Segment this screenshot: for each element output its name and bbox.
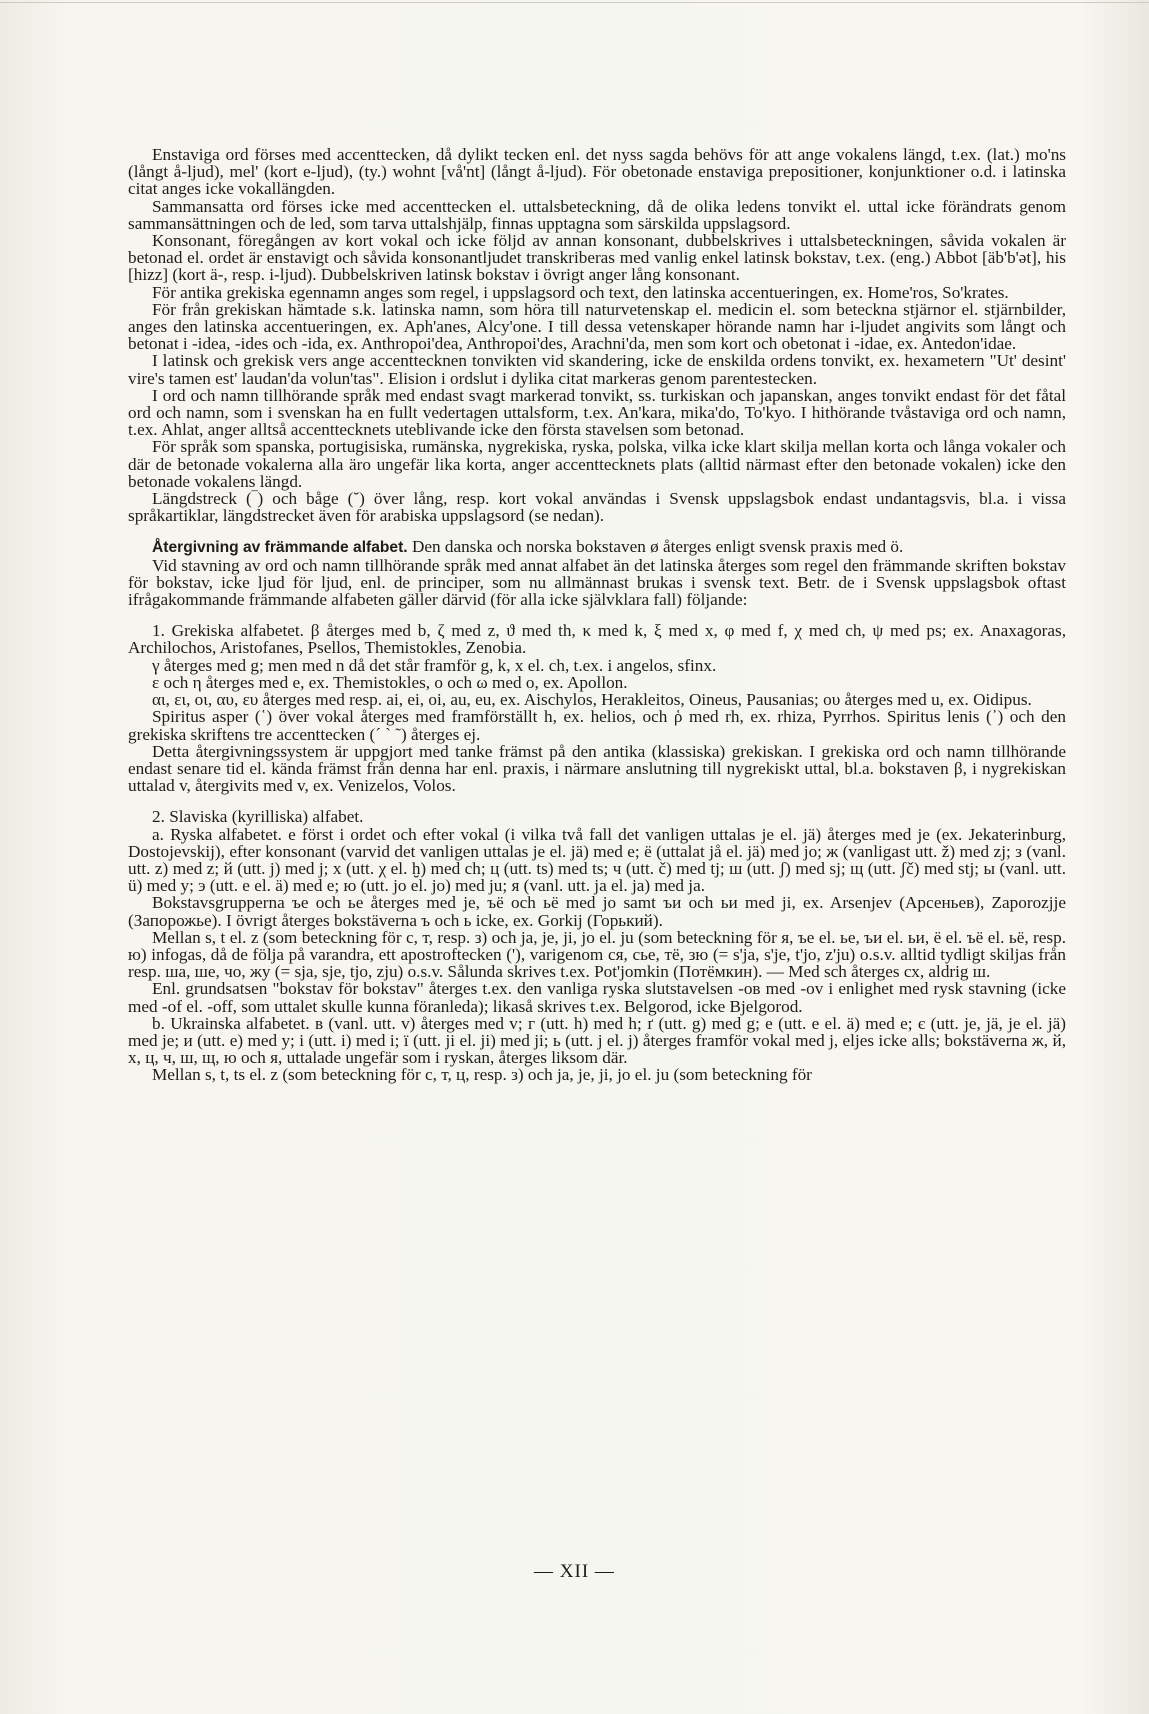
paragraph: ε och η återges med e, ex. Themistokles, ο och ω med o, ex. Apollon. (152, 672, 628, 692)
section-heading: Återgivning av främmande alfabet. (152, 539, 408, 557)
paragraph-text: Den danska och norska bokstaven ø återges enligt svensk praxis med ö. (411, 537, 904, 557)
paragraph: Spiritus asper (῾) över vokal återges med framförställt h, ex. helios, och ῥ med rh, ex. rhiza, Pyrrhos. Spiritus lenis (᾿) och den grekiska skriftens tre accenttecken (´ ` ˜) återges ej. (128, 707, 1066, 744)
paragraph: För från grekiskan hämtade s.k. latinska namn, som höra till naturvetenskap el. medicin el. som beteckna stjärnor el. stjärnbilder, anges den latinska accentueringen, ex. Aph'anes, Alcy'one. I till dessa vetenskaper hörande namn har i-ljudet angivits som långt och betonat i -idea, -ides och -ida, ex. Anthropoi'dea, Anthropoi'des, Arachni'da, men som kort och obetonat i -idae, ex. Antedon'idae. (128, 299, 1066, 354)
paragraph: Bokstavsgrupperna ъе och ье återges med je, ъё och ьё med jo samt ъи och ьи med ji, ex. Arsenjev (Арсеньев), Zaporozjje (Запорожье). I övrigt återges bokstäverna ъ och ь icke, ex. Gorkij (Горький). (128, 893, 1066, 930)
paragraph: a. Ryska alfabetet. е först i ordet och efter vokal (i vilka två fall det vanligen uttalas je el. jä) återges med je (ex. Jekaterinburg, Dostojevskij), efter konsonant (varvid det vanligen uttalas je el. jä) med e; ё (uttalat jå el. jä) med jo; ж (vanligast utt. ž) med zj; з (vanl. utt. z) med z; й (utt. j) med j; х (utt. χ el. ḫ) med ch; ц (utt. ts) med ts; ч (utt. č) med tj; ш (utt. ʃ) med sj; щ (utt. ʃč) med stj; ы (vanl. utt. ü) med y; э (utt. e el. ä) med e; ю (utt. jo el. jo) med ju; я (vanl. utt. ja el. ja) med ja. (128, 824, 1066, 896)
paragraph: Detta återgivningssystem är uppgjort med tanke främst på den antika (klassiska) grekiskan. I grekiska ord och namn tillhörande endast senare tid el. kända främst från denna har enl. praxis, i närmare anslutning till nygrekiskt uttal, bl.a. bokstaven β, i nygrekiskan uttalad v, återgivits med v, ex. Venizelos, Volos. (128, 741, 1066, 796)
page-top-rule (0, 2, 1149, 3)
body-text-column (128, 146, 1066, 1084)
paragraph: Mellan s, t el. z (som beteckning för с, т, resp. з) och ja, je, ji, jo el. ju (som beteckning för я, ъе el. ье, ъи el. ьи, ё el. ъё el. ьё, resp. ю) infogas, då de följa på varandra, ett apostroftecken ('), varigenom ся, сье, тё, зю (= s'ja, s'je, t'jo, z'ju) o.s.v. alltid tydligt skiljas från resp. ша, ше, чо, жу (= sja, sje, tjo, zju) o.s.v. Sålunda skrives t.ex. Pot'jomkin (Потёмкин). — Med sch återges сх, aldrig ш. (128, 927, 1066, 982)
paragraph: Längdstreck (‾) och båge (˘) över lång, resp. kort vokal användas i Svensk uppslagsbok endast undantagsvis, bl.a. i vissa språkartiklar, längdstrecket även för arabiska uppslagsord (se nedan). (128, 489, 1066, 526)
paragraph: Konsonant, föregången av kort vokal och icke följd av annan konsonant, dubbelskrives i uttalsbeteckningen, såvida vokalen är betonad el. ordet är enstavigt och såvida konsonantljudet transkriberas med vanlig enkel latinsk bokstav, t.ex. (eng.) Abbot [äb'b'ət], his [hizz] (kort ä-, resp. i-ljud). Dubbelskriven latinsk bokstav i övrigt anger lång konsonant. (128, 231, 1066, 285)
paragraph: Vid stavning av ord och namn tillhörande språk med annat alfabet än det latinska återges som regel den främmande skriften bokstav för bokstav, icke ljud för ljud, enl. de principer, som nu allmännast brukas i svensk text. Betr. de i Svensk uppslagsbok oftast ifrågakommande främmande alfabeten gäller därvid (för alla icke självklara fall) följande: (128, 555, 1066, 610)
paragraph: Enstaviga ord förses med accenttecken, då dylikt tecken enl. det nyss sagda behövs för att ange vokalens längd, t.ex. (lat.) mo'ns (långt å-ljud), mel' (kort e-ljud), (ty.) wohnt [vå'nt] (långt å-ljud). För obetonade enstaviga prepositioner, konjunktioner o.d. i latinska citat anges icke vokallängden. (128, 145, 1066, 199)
paragraph (128, 538, 1066, 556)
paragraph: Enl. grundsatsen "bokstav för bokstav" återges t.ex. den vanliga ryska slutstavelsen -ов med -ov i enlighet med rysk stavning (icke med -of el. -off, som uttalet skulle kunna föranleda); likaså skrives t.ex. Belgorod, icke Bjelgorod. (128, 979, 1066, 1016)
paragraph: b. Ukrainska alfabetet. в (vanl. utt. v) återges med v; г (utt. h) med h; ґ (utt. g) med g; е (utt. e el. ä) med e; є (utt. je, jä, je el. jä) med je; и (utt. e) med y; і (utt. i) med i; ї (utt. ji el. ji) med ji; ь (utt. j el. j) återges framför vokal med j, eljes icke alls; bokstäverna ж, й, х, ц, ч, ш, щ, ю och я, uttalade ungefär som i ryskan, återges liksom där. (128, 1013, 1066, 1068)
paragraph: För språk som spanska, portugisiska, rumänska, nygrekiska, ryska, polska, vilka icke klart skilja mellan korta och långa vokaler och där de betonade vokalerna alla äro ungefär lika korta, anger accenttecknets plats (alltid närmast efter den betonade vokalen) icke den betonade vokalens längd. (128, 437, 1066, 491)
paragraph: γ återges med g; men med n då det står framför g, k, x el. ch, t.ex. i angelos, sfinx. (152, 655, 717, 675)
paragraph: I latinsk och grekisk vers ange accenttecknen tonvikten vid skandering, icke de enskilda ordens tonvikt, ex. hexametern "Ut' desint' vire's tamen est' laudan'da volun'tas". Elision i ordslut i dylika citat markeras genom parentestecken. (128, 351, 1066, 388)
paragraph: 2. Slaviska (kyrilliska) alfabet. (152, 807, 364, 827)
paragraph: I ord och namn tillhörande språk med endast svagt markerad tonvikt, ss. turkiskan och japanskan, anges tonvikt endast för det fåtal ord och namn, som i svenskan ha en fullt vedertagen uttalsform, t.ex. An'kara, mika'do, To'kyo. I hithörande tvåstaviga ord och namn, t.ex. Ahlat, anger alltså accenttecknets uteblivande icke den första stavelsen som betonad. (128, 385, 1066, 440)
page-number: — XII — (534, 1561, 615, 1582)
paragraph: Mellan s, t, ts el. z (som beteckning för с, т, ц, resp. з) och ja, je, ji, jo el. ju (som beteckning för (152, 1065, 812, 1085)
paragraph: αι, ει, οι, αυ, ευ återges med resp. ai, ei, oi, au, eu, ex. Aischylos, Herakleitos, Oineus, Pausanias; ου återges med u, ex. Oidipus. (152, 690, 1032, 710)
paragraph: Sammansatta ord förses icke med accenttecken el. uttalsbeteckning, då de olika ledens tonvikt el. uttal icke förändrats genom sammansättningen och de led, som tarva uttalshjälp, finnas upptagna som särskilda uppslagsord. (128, 196, 1066, 233)
paragraph: För antika grekiska egennamn anges som regel, i uppslagsord och text, den latinska accentueringen, ex. Home'ros, So'krates. (152, 282, 1009, 302)
paragraph: 1. Grekiska alfabetet. β återges med b, ζ med z, ϑ med th, κ med k, ξ med x, φ med f, χ med ch, ψ med ps; ex. Anaxagoras, Archilochos, Aristofanes, Psellos, Themistokles, Zenobia. (128, 621, 1066, 658)
